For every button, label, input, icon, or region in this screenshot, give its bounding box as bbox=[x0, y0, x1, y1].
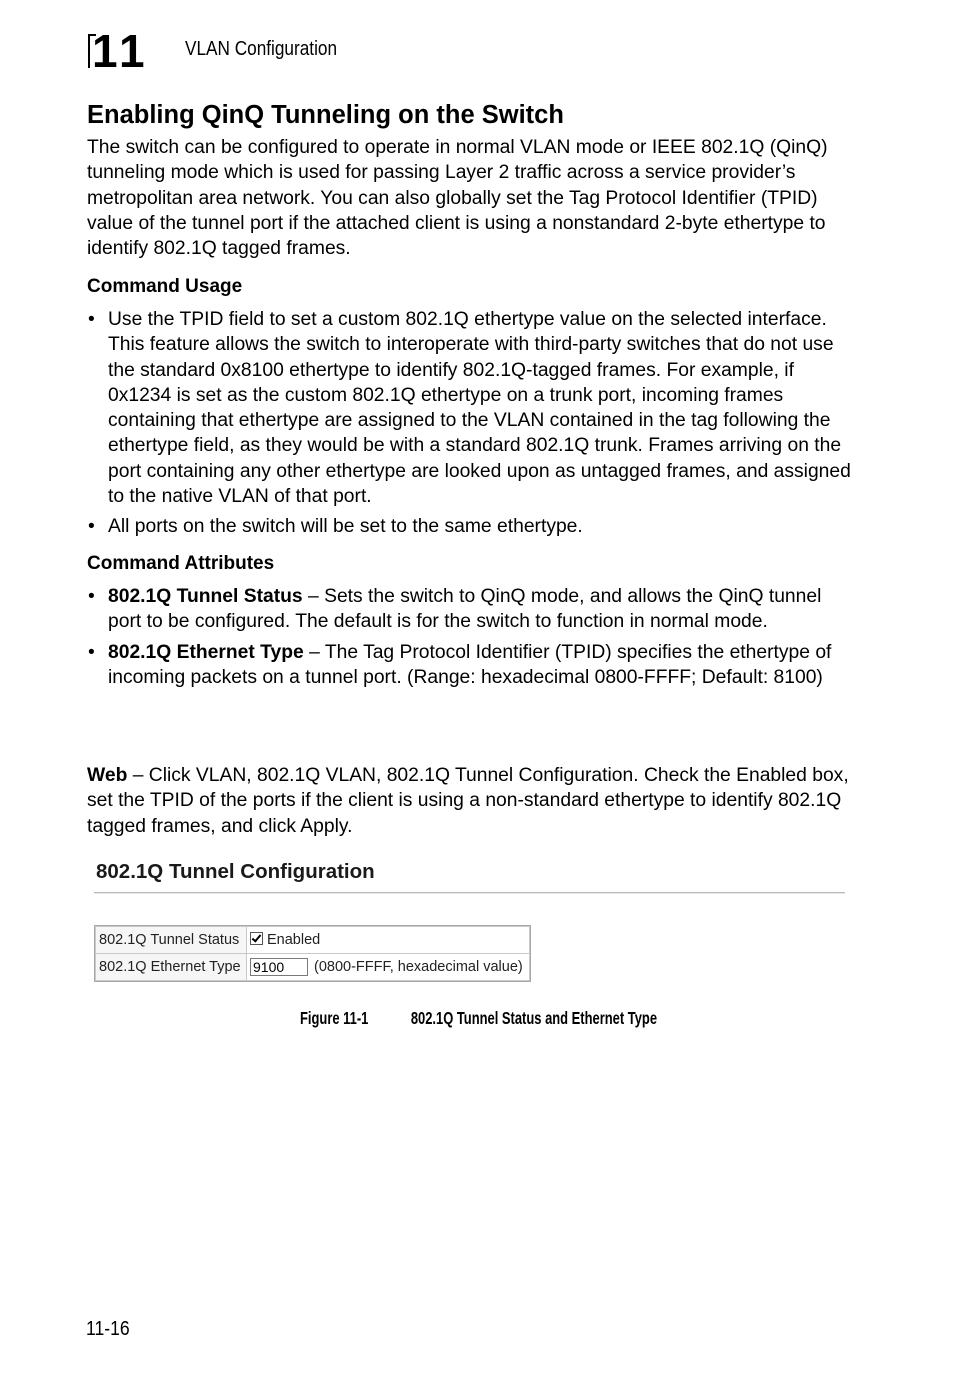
ethernet-type-cell bbox=[247, 954, 529, 980]
command-attributes-list bbox=[87, 584, 857, 695]
tpid-input[interactable] bbox=[250, 958, 308, 976]
enabled-checkbox-label: Enabled bbox=[267, 932, 321, 948]
list-item: • All ports on the switch will be set to the same ethertype. bbox=[87, 514, 857, 539]
screen-title: 802.1Q Tunnel Configuration bbox=[96, 860, 375, 883]
tunnel-status-label: 802.1Q Tunnel Status bbox=[96, 927, 246, 953]
attribute-desc: – Sets the switch to QinQ mode, and allows the QinQ tunnel port to be configured. The default is for the switch to function in normal mode. bbox=[108, 586, 822, 633]
enabled-checkbox[interactable] bbox=[250, 932, 263, 945]
ethertype-hint: (0800-FFFF, hexadecimal value) bbox=[314, 958, 523, 975]
screen-divider bbox=[94, 892, 845, 894]
chapter-number-block bbox=[88, 25, 160, 77]
intro-paragraph: The switch can be configured to operate in normal VLAN mode or IEEE 802.1Q (QinQ) tunneling mode which is used for passing Layer 2 traffic across a service provider’s metropolitan area network. You can also globally set the Tag Protocol Identifier (TPID) value of the tunnel port if the attached client is using a nonstandard 2-byte ethertype to identify 802.1Q tagged frames. bbox=[87, 137, 828, 260]
attribute-desc: – The Tag Protocol Identifier (TPID) specifies the ethertype of incoming packets on a tunnel port. (Range: hexadecimal 0800-FFFF; Default: 8100) bbox=[108, 641, 832, 688]
attribute-term: 802.1Q Ethernet Type bbox=[108, 641, 304, 663]
ethernet-type-label: 802.1Q Ethernet Type bbox=[96, 954, 246, 980]
page-number: 11-16 bbox=[86, 1318, 130, 1340]
chapter-number: 11 bbox=[92, 25, 149, 77]
web-label: Web bbox=[87, 765, 128, 786]
table-row bbox=[96, 927, 529, 953]
list-item: • Use the TPID field to set a custom 802.1Q ethertype value on the selected interface. This feature allows the switch to interoperate with third-party switches that do not use the standard 0x8100 ethertype to identify 802.1Q-tagged frames. For example, if 0x1234 is set as the custom 802.1Q ethertype on a trunk port, incoming frames containing that ethertype are assigned to the VLAN contained in the tag following the ethertype field, as they would be with a standard 802.1Q trunk. Frames arriving on the port containing any other ethertype are looked upon as untagged frames, and assigned to the native VLAN of that port. bbox=[87, 307, 857, 509]
command-usage-list bbox=[87, 307, 857, 545]
section-title: Enabling QinQ Tunneling on the Switch bbox=[87, 101, 564, 129]
tunnel-status-cell bbox=[247, 927, 529, 953]
list-item bbox=[87, 584, 857, 635]
web-paragraph bbox=[87, 763, 857, 839]
command-attributes-heading: Command Attributes bbox=[87, 553, 275, 574]
list-item bbox=[87, 640, 857, 691]
tunnel-config-table bbox=[94, 925, 531, 982]
command-usage-heading: Command Usage bbox=[87, 276, 243, 297]
caption-number: Figure 11-1 bbox=[300, 1008, 369, 1028]
table-row bbox=[96, 954, 529, 980]
caption-text: 802.1Q Tunnel Status and Ethernet Type bbox=[411, 1008, 658, 1028]
attribute-term: 802.1Q Tunnel Status bbox=[108, 586, 303, 607]
running-head: VLAN Configuration bbox=[185, 38, 338, 60]
figure-caption bbox=[0, 1008, 954, 1029]
web-text: – Click VLAN, 802.1Q VLAN, 802.1Q Tunnel Configuration. Check the Enabled box, set the TPID of the ports if the client is using a non-standard ethertype to identify 802.1Q tagged frames, and click Apply. bbox=[87, 765, 849, 837]
